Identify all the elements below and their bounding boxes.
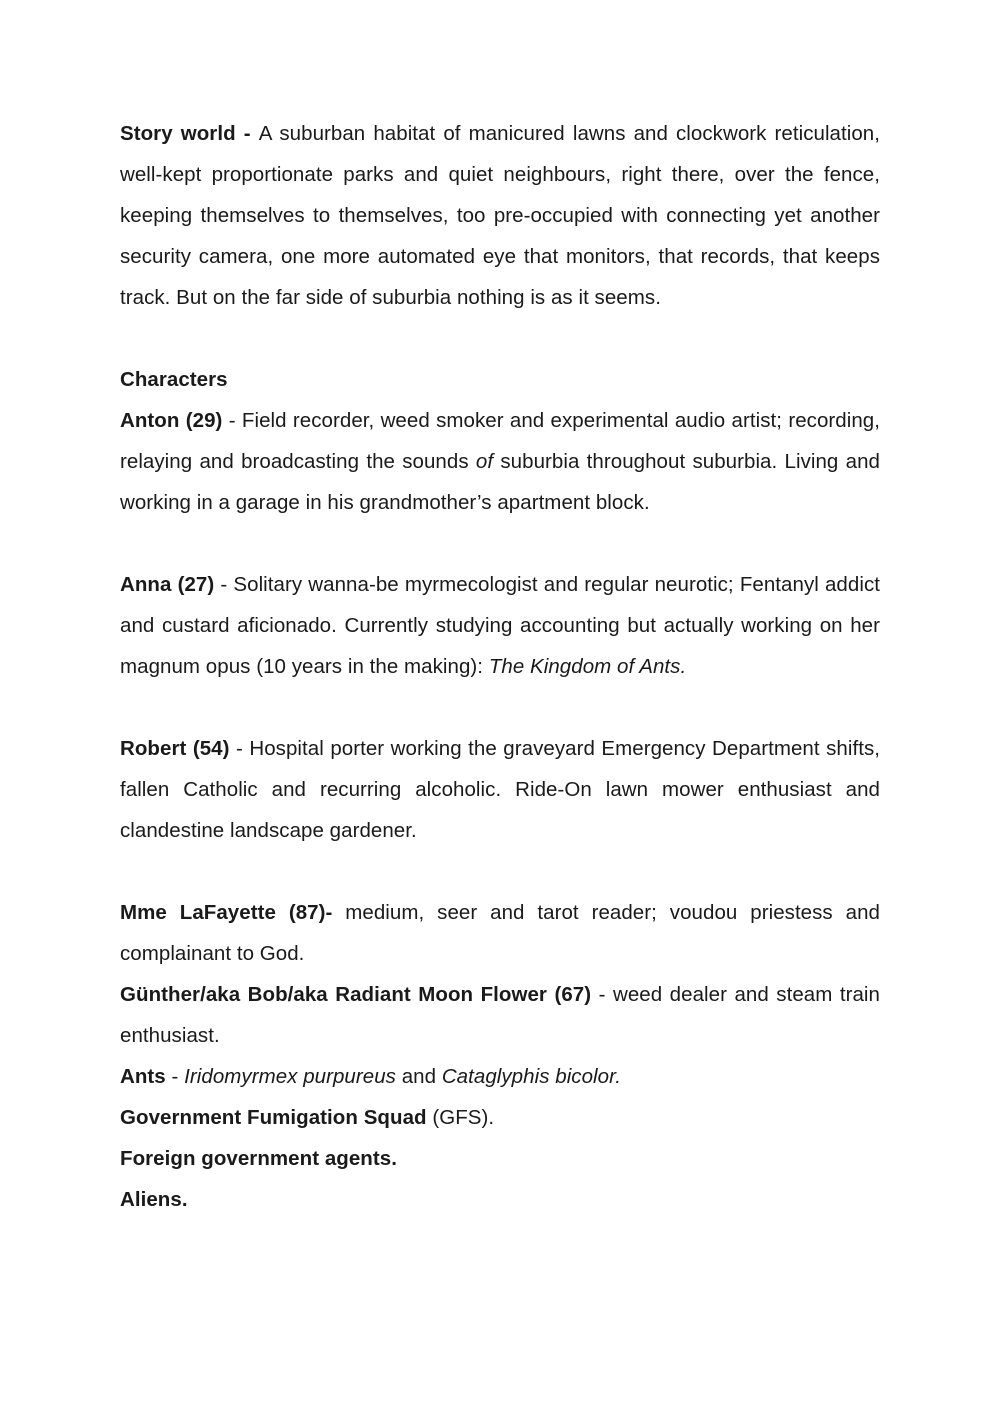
- gfs-suffix: (GFS).: [426, 1106, 495, 1129]
- characters-heading-label: Characters: [120, 368, 228, 391]
- ants-species-two: Cataglyphis bicolor.: [441, 1065, 621, 1088]
- paragraph-anna: [120, 564, 880, 687]
- gunther-label: Günther/aka Bob/aka Radiant Moon Flower (67): [120, 983, 592, 1006]
- gunther-body: weed dealer and steam train enthusiast.: [120, 983, 880, 1047]
- paragraph-anton: [120, 400, 880, 523]
- paragraph-aliens: [120, 1179, 880, 1220]
- gunther-separator: -: [591, 983, 613, 1006]
- anton-body-part2: suburbia throughout suburbia. Living and working in a garage in his grandmother’s apartment block.: [120, 450, 880, 514]
- paragraph-ants: [120, 1056, 880, 1097]
- foreign-agents-label: Foreign government agents.: [120, 1147, 397, 1170]
- ants-conjunction: and: [395, 1065, 442, 1088]
- anna-separator: -: [214, 573, 234, 596]
- paragraph-foreign-agents: [120, 1138, 880, 1179]
- ants-species-one: Iridomyrmex purpureus: [184, 1065, 396, 1088]
- heading-characters: [120, 359, 880, 400]
- anton-label: Anton (29): [120, 409, 223, 432]
- spacer-before-robert: [120, 687, 880, 728]
- anna-body-part1: Solitary wanna-be myrmecologist and regular neurotic; Fentanyl addict and custard aficionado. Currently studying accounting but actually working on her magnum opus (10 years in the making):: [120, 573, 880, 678]
- spacer-before-characters: [120, 318, 880, 359]
- anna-body-italic: The Kingdom of Ants.: [488, 655, 687, 678]
- paragraph-gunther: [120, 974, 880, 1056]
- spacer-before-lafayette: [120, 851, 880, 892]
- story-world-label: Story world: [120, 122, 236, 145]
- robert-label: Robert (54): [120, 737, 230, 760]
- document-text-column: [120, 113, 880, 1220]
- lafayette-separator: -: [325, 901, 346, 924]
- story-world-separator: -: [235, 122, 259, 145]
- anna-label: Anna (27): [120, 573, 215, 596]
- gfs-label: Government Fumigation Squad: [120, 1106, 427, 1129]
- robert-separator: -: [229, 737, 250, 760]
- ants-label: Ants: [120, 1065, 166, 1088]
- robert-body: Hospital porter working the graveyard Emergency Department shifts, fallen Catholic and recurring alcoholic. Ride-On lawn mower enthusiast and clandestine landscape gardener.: [120, 737, 880, 842]
- story-world-body: A suburban habitat of manicured lawns and clockwork reticulation, well-kept proportionate parks and quiet neighbours, right there, over the fence, keeping themselves to themselves, too pre-occupied with connecting yet another security camera, one more automated eye that monitors, that records, that keeps track. But on the far side of suburbia nothing is as it seems.: [120, 122, 881, 309]
- spacer-before-anna: [120, 523, 880, 564]
- paragraph-robert: [120, 728, 880, 851]
- anton-separator: -: [222, 409, 242, 432]
- aliens-label: Aliens.: [120, 1188, 188, 1211]
- lafayette-body: medium, seer and tarot reader; voudou priestess and complainant to God.: [120, 901, 880, 965]
- ants-separator: -: [165, 1065, 185, 1088]
- anton-body-italic: of: [475, 450, 494, 473]
- paragraph-mme-lafayette: [120, 892, 880, 974]
- anton-body-part1: Field recorder, weed smoker and experimental audio artist; recording, relaying and broadcasting the sounds: [120, 409, 880, 473]
- paragraph-gfs: [120, 1097, 880, 1138]
- paragraph-story-world: [120, 113, 880, 318]
- lafayette-label: Mme LaFayette (87): [120, 901, 326, 924]
